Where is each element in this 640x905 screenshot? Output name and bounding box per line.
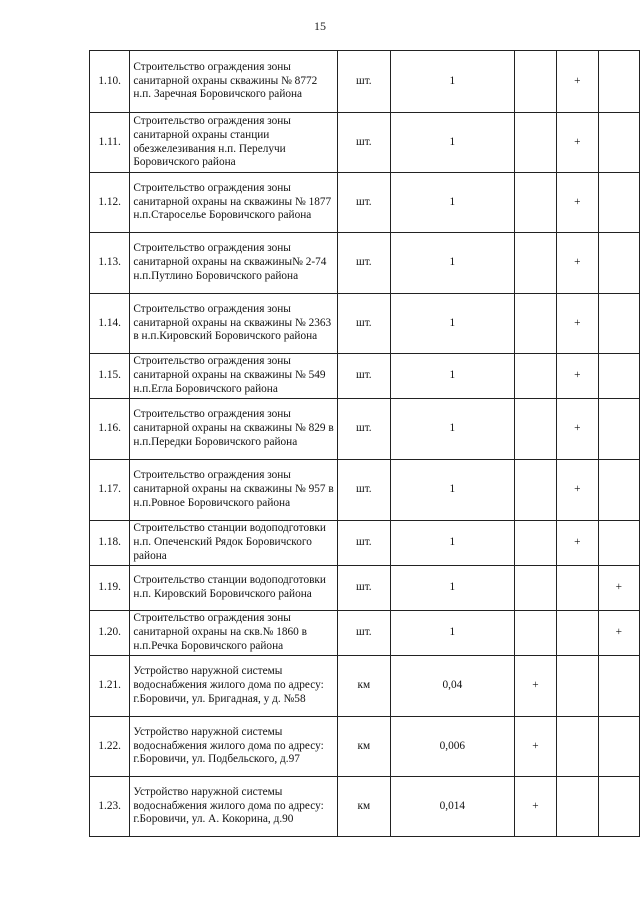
mark-col-3 xyxy=(598,521,639,566)
mark-col-2: + xyxy=(557,399,598,460)
unit: км xyxy=(337,777,390,837)
table-row xyxy=(90,777,640,837)
mark-col-3 xyxy=(598,294,639,354)
mark-col-2 xyxy=(557,656,598,717)
mark-col-3 xyxy=(598,51,639,113)
mark-col-3: + xyxy=(598,611,639,656)
measure-name: Устройство наружной системы водоснабжения жилого дома по адресу: г.Боровичи, ул. Бригадная, у д. №58 xyxy=(130,656,337,717)
mark-col-2: + xyxy=(557,521,598,566)
row-number: 1.18. xyxy=(90,521,130,566)
unit: шт. xyxy=(337,611,390,656)
mark-col-1 xyxy=(514,113,556,173)
mark-col-1 xyxy=(514,233,556,294)
mark-col-3 xyxy=(598,460,639,521)
mark-col-1 xyxy=(514,51,556,113)
mark-col-1: + xyxy=(514,777,556,837)
quantity: 0,006 xyxy=(390,717,514,777)
mark-col-1 xyxy=(514,173,556,233)
mark-col-1 xyxy=(514,611,556,656)
measure-name: Строительство ограждения зоны санитарной охраны на скважины № 549 н.п.Егла Боровичского района xyxy=(130,354,337,399)
measure-name: Строительство ограждения зоны санитарной охраны скважины № 8772 н.п. Заречная Боровичского района xyxy=(130,51,337,113)
unit: шт. xyxy=(337,294,390,354)
quantity: 1 xyxy=(390,354,514,399)
table-row xyxy=(90,113,640,173)
row-number: 1.22. xyxy=(90,717,130,777)
measure-name: Строительство ограждения зоны санитарной охраны на скважины № 957 в н.п.Ровное Боровичского района xyxy=(130,460,337,521)
table-row xyxy=(90,717,640,777)
table-row xyxy=(90,233,640,294)
mark-col-3 xyxy=(598,717,639,777)
quantity: 1 xyxy=(390,233,514,294)
quantity: 0,04 xyxy=(390,656,514,717)
quantity: 1 xyxy=(390,113,514,173)
row-number: 1.19. xyxy=(90,566,130,611)
mark-col-1 xyxy=(514,566,556,611)
mark-col-2: + xyxy=(557,233,598,294)
mark-col-1: + xyxy=(514,656,556,717)
measure-name: Строительство ограждения зоны санитарной охраны на скважины № 2363 в н.п.Кировский Боровичского района xyxy=(130,294,337,354)
mark-col-2 xyxy=(557,777,598,837)
measure-name: Строительство станции водоподготовки н.п. Кировский Боровичского района xyxy=(130,566,337,611)
mark-col-3 xyxy=(598,656,639,717)
table-row xyxy=(90,611,640,656)
quantity: 1 xyxy=(390,173,514,233)
mark-col-3 xyxy=(598,399,639,460)
mark-col-1 xyxy=(514,399,556,460)
quantity: 1 xyxy=(390,294,514,354)
table-row xyxy=(90,399,640,460)
measure-name: Устройство наружной системы водоснабжения жилого дома по адресу: г.Боровичи, ул. Подбельского, д.97 xyxy=(130,717,337,777)
mark-col-1 xyxy=(514,354,556,399)
unit: шт. xyxy=(337,233,390,294)
table-row xyxy=(90,460,640,521)
measure-name: Устройство наружной системы водоснабжения жилого дома по адресу: г.Боровичи, ул. А. Кокорина, д.90 xyxy=(130,777,337,837)
page-number: 15 xyxy=(314,19,326,33)
mark-col-3 xyxy=(598,354,639,399)
measure-name: Строительство ограждения зоны санитарной охраны на скв.№ 1860 в н.п.Речка Боровичского района xyxy=(130,611,337,656)
mark-col-2 xyxy=(557,611,598,656)
row-number: 1.20. xyxy=(90,611,130,656)
quantity: 1 xyxy=(390,566,514,611)
mark-col-2 xyxy=(557,566,598,611)
mark-col-1 xyxy=(514,294,556,354)
unit: км xyxy=(337,717,390,777)
row-number: 1.16. xyxy=(90,399,130,460)
mark-col-2: + xyxy=(557,113,598,173)
mark-col-1: + xyxy=(514,717,556,777)
mark-col-2: + xyxy=(557,460,598,521)
row-number: 1.23. xyxy=(90,777,130,837)
unit: шт. xyxy=(337,173,390,233)
row-number: 1.13. xyxy=(90,233,130,294)
table-row xyxy=(90,656,640,717)
mark-col-3 xyxy=(598,233,639,294)
mark-col-1 xyxy=(514,521,556,566)
row-number: 1.15. xyxy=(90,354,130,399)
unit: км xyxy=(337,656,390,717)
mark-col-3 xyxy=(598,777,639,837)
measure-name: Строительство ограждения зоны санитарной охраны станции обезжелезивания н.п. Перелучи Боровичского района xyxy=(130,113,337,173)
unit: шт. xyxy=(337,460,390,521)
measure-name: Строительство ограждения зоны санитарной охраны на скважины № 1877 н.п.Староселье Боровичского района xyxy=(130,173,337,233)
table-row xyxy=(90,521,640,566)
mark-col-3 xyxy=(598,113,639,173)
table-row xyxy=(90,354,640,399)
mark-col-2 xyxy=(557,717,598,777)
mark-col-1 xyxy=(514,460,556,521)
row-number: 1.17. xyxy=(90,460,130,521)
measure-name: Строительство ограждения зоны санитарной охраны на скважины № 829 в н.п.Передки Боровичского района xyxy=(130,399,337,460)
measure-name: Строительство ограждения зоны санитарной охраны на скважины№ 2-74 н.п.Путлино Боровичского района xyxy=(130,233,337,294)
mark-col-2: + xyxy=(557,173,598,233)
unit: шт. xyxy=(337,51,390,113)
mark-col-2: + xyxy=(557,51,598,113)
unit: шт. xyxy=(337,354,390,399)
table-body xyxy=(90,51,640,837)
quantity: 1 xyxy=(390,521,514,566)
row-number: 1.21. xyxy=(90,656,130,717)
unit: шт. xyxy=(337,521,390,566)
mark-col-3 xyxy=(598,173,639,233)
quantity: 1 xyxy=(390,399,514,460)
quantity: 0,014 xyxy=(390,777,514,837)
quantity: 1 xyxy=(390,51,514,113)
mark-col-3: + xyxy=(598,566,639,611)
table-row xyxy=(90,51,640,113)
row-number: 1.10. xyxy=(90,51,130,113)
quantity: 1 xyxy=(390,460,514,521)
table-row xyxy=(90,173,640,233)
row-number: 1.12. xyxy=(90,173,130,233)
measure-name: Строительство станции водоподготовки н.п. Опеченский Рядок Боровичского района xyxy=(130,521,337,566)
quantity: 1 xyxy=(390,611,514,656)
table-row xyxy=(90,566,640,611)
row-number: 1.14. xyxy=(90,294,130,354)
unit: шт. xyxy=(337,113,390,173)
unit: шт. xyxy=(337,566,390,611)
mark-col-2: + xyxy=(557,354,598,399)
unit: шт. xyxy=(337,399,390,460)
mark-col-2: + xyxy=(557,294,598,354)
measures-table xyxy=(89,50,640,837)
row-number: 1.11. xyxy=(90,113,130,173)
table-row xyxy=(90,294,640,354)
